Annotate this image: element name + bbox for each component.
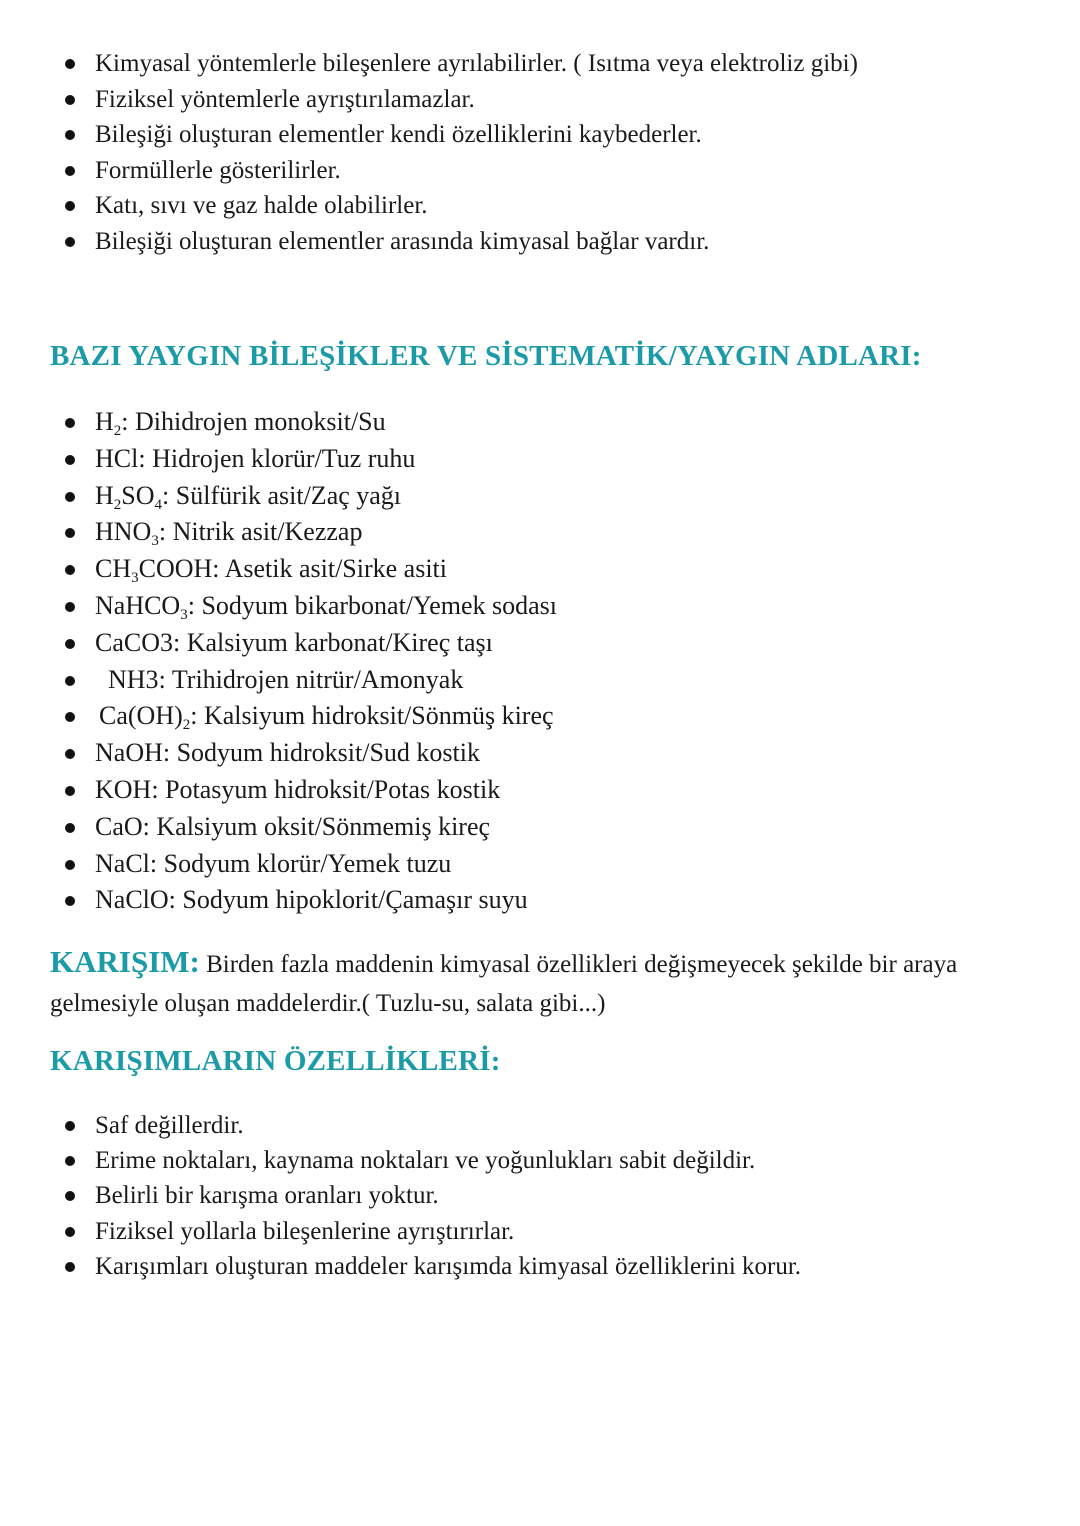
bullet-icon [65, 639, 75, 649]
bullet-icon [65, 602, 75, 612]
compounds-list [0, 404, 1040, 919]
compound-name: : Sodyum klorür/Yemek tuzu [149, 848, 452, 878]
bullet-icon [65, 528, 75, 538]
compound-name: : Nitrik asit/Kezzap [158, 517, 363, 547]
list-item: NaHCO$_3$: Sodyum bikarbonat/Yemek sodası [0, 588, 1040, 625]
formula: CaO [95, 811, 143, 841]
bullet-icon [65, 492, 75, 502]
list-item: $H_2SO_4$: Sülfürik asit/Zaç yağı [0, 478, 1040, 515]
list-item: $CH_3COOH$: Asetik asit/Sirke asiti [0, 551, 1040, 588]
formula: H [95, 407, 114, 436]
bullet-icon [65, 786, 75, 796]
formula: HCl [95, 443, 139, 473]
list-item [0, 772, 1040, 809]
bullet-icon [65, 676, 75, 686]
compound-name: : Hidrojen klorür/Tuz ruhu [138, 443, 416, 473]
list-item: Karışımları oluşturan maddeler karışımda kimyasal özelliklerini korur. [0, 1249, 1040, 1284]
bullet-icon [65, 1156, 75, 1166]
bullet-icon [65, 565, 75, 575]
list-item [0, 882, 1040, 919]
list-item: $H_2$: Dihidrojen monoksit/Su [0, 404, 1040, 441]
list-item: Bileşiği oluşturan elementler arasında kimyasal bağlar vardır. [0, 224, 1040, 260]
list-item: Erime noktaları, kaynama noktaları ve yoğunlukları sabit değildir. [0, 1143, 1040, 1178]
list-item [0, 441, 1040, 478]
bullet-icon [65, 712, 75, 722]
list-item: Formüllerle gösterilirler. [0, 153, 1040, 189]
list-item [0, 846, 1040, 883]
compound-name: : Kalsiyum karbonat/Kireç taşı [173, 627, 493, 657]
formula: H [95, 480, 114, 510]
bullet-icon [65, 166, 75, 176]
formula: NaCl [95, 848, 150, 878]
bullet-icon [65, 1191, 75, 1201]
compound-name: : Asetik asit/Sirke asiti [212, 554, 448, 584]
bullet-icon [65, 749, 75, 759]
bullet-icon [65, 896, 75, 906]
mixture-properties-list [0, 1108, 1040, 1284]
list-item [0, 662, 1040, 699]
mixture-heading: KARIŞIMLARIN ÖZELLİKLERİ: [50, 1045, 501, 1077]
bullet-icon [65, 823, 75, 833]
bullet-icon [65, 59, 75, 69]
mixture-keyword: KARIŞIM: [50, 944, 200, 979]
compound-name: : Sodyum hipoklorit/Çamaşır suyu [168, 885, 528, 915]
list-item: Katı, sıvı ve gaz halde olabilirler. [0, 188, 1040, 224]
list-item: Bileşiği oluşturan elementler kendi özelliklerini kaybederler. [0, 117, 1040, 153]
formula: CH [95, 554, 132, 584]
bullet-icon [65, 130, 75, 140]
bullet-icon [65, 95, 75, 105]
bullet-icon [65, 455, 75, 465]
compound-name: : Potasyum hidroksit/Potas kostik [151, 774, 501, 804]
bullet-icon [65, 237, 75, 247]
formula: HNO [95, 517, 152, 547]
compound-name: : Kalsiyum oksit/Sönmemiş kireç [142, 811, 491, 841]
list-item: Fiziksel yollarla bileşenlerine ayrıştırırlar. [0, 1214, 1040, 1249]
bullet-icon [65, 1121, 75, 1131]
compounds-heading: BAZI YAYGIN BİLEŞİKLER VE SİSTEMATİK/YAYGIN ADLARI: [50, 340, 922, 372]
compound-name: : Sodyum bikarbonat/Yemek sodası [187, 590, 558, 620]
list-item: Kimyasal yöntemlerle bileşenlere ayrılabilirler. ( Isıtma veya elektroliz gibi) [0, 46, 1040, 82]
compound-properties-list [0, 46, 1040, 260]
formula: CaCO3 [95, 627, 173, 657]
bullet-icon [65, 1227, 75, 1237]
list-item: $HNO_3$: Nitrik asit/Kezzap [0, 514, 1040, 551]
compound-name: : Trihidrojen nitrür/Amonyak [158, 664, 464, 694]
formula: NH3 [108, 664, 159, 694]
bullet-icon [65, 1262, 75, 1272]
bullet-icon [65, 201, 75, 211]
list-item [0, 809, 1040, 846]
formula: KOH [95, 774, 152, 804]
compound-name: : Dihidrojen monoksit/Su [121, 407, 386, 436]
bullet-icon [65, 418, 75, 428]
list-item [0, 735, 1040, 772]
formula: NaOH [95, 738, 163, 768]
list-item: Fiziksel yöntemlerle ayrıştırılamazlar. [0, 82, 1040, 118]
list-item [0, 625, 1040, 662]
compound-name: : Sodyum hidroksit/Sud kostik [162, 738, 480, 768]
formula: NaClO [95, 885, 169, 915]
mixture-definition-text: Birden fazla maddenin kimyasal özellikleri değişmeyecek şekilde bir araya gelmesiyle oluşan maddelerdir.( Tuzlu-su, salata gibi...) [50, 951, 958, 1017]
compound-name: : Sülfürik asit/Zaç yağı [162, 480, 402, 510]
mixture-definition [50, 942, 1050, 1023]
list-item: Belirli bir karışma oranları yoktur. [0, 1178, 1040, 1213]
bullet-icon [65, 860, 75, 870]
formula: Ca(OH) [99, 701, 183, 731]
formula: NaHCO [95, 590, 181, 620]
list-item: $Ca(OH)_2$: Kalsiyum hidroksit/Sönmüş kireç [0, 698, 1040, 735]
list-item: Saf değillerdir. [0, 1108, 1040, 1143]
compound-name: : Kalsiyum hidroksit/Sönmüş kireç [190, 701, 554, 731]
